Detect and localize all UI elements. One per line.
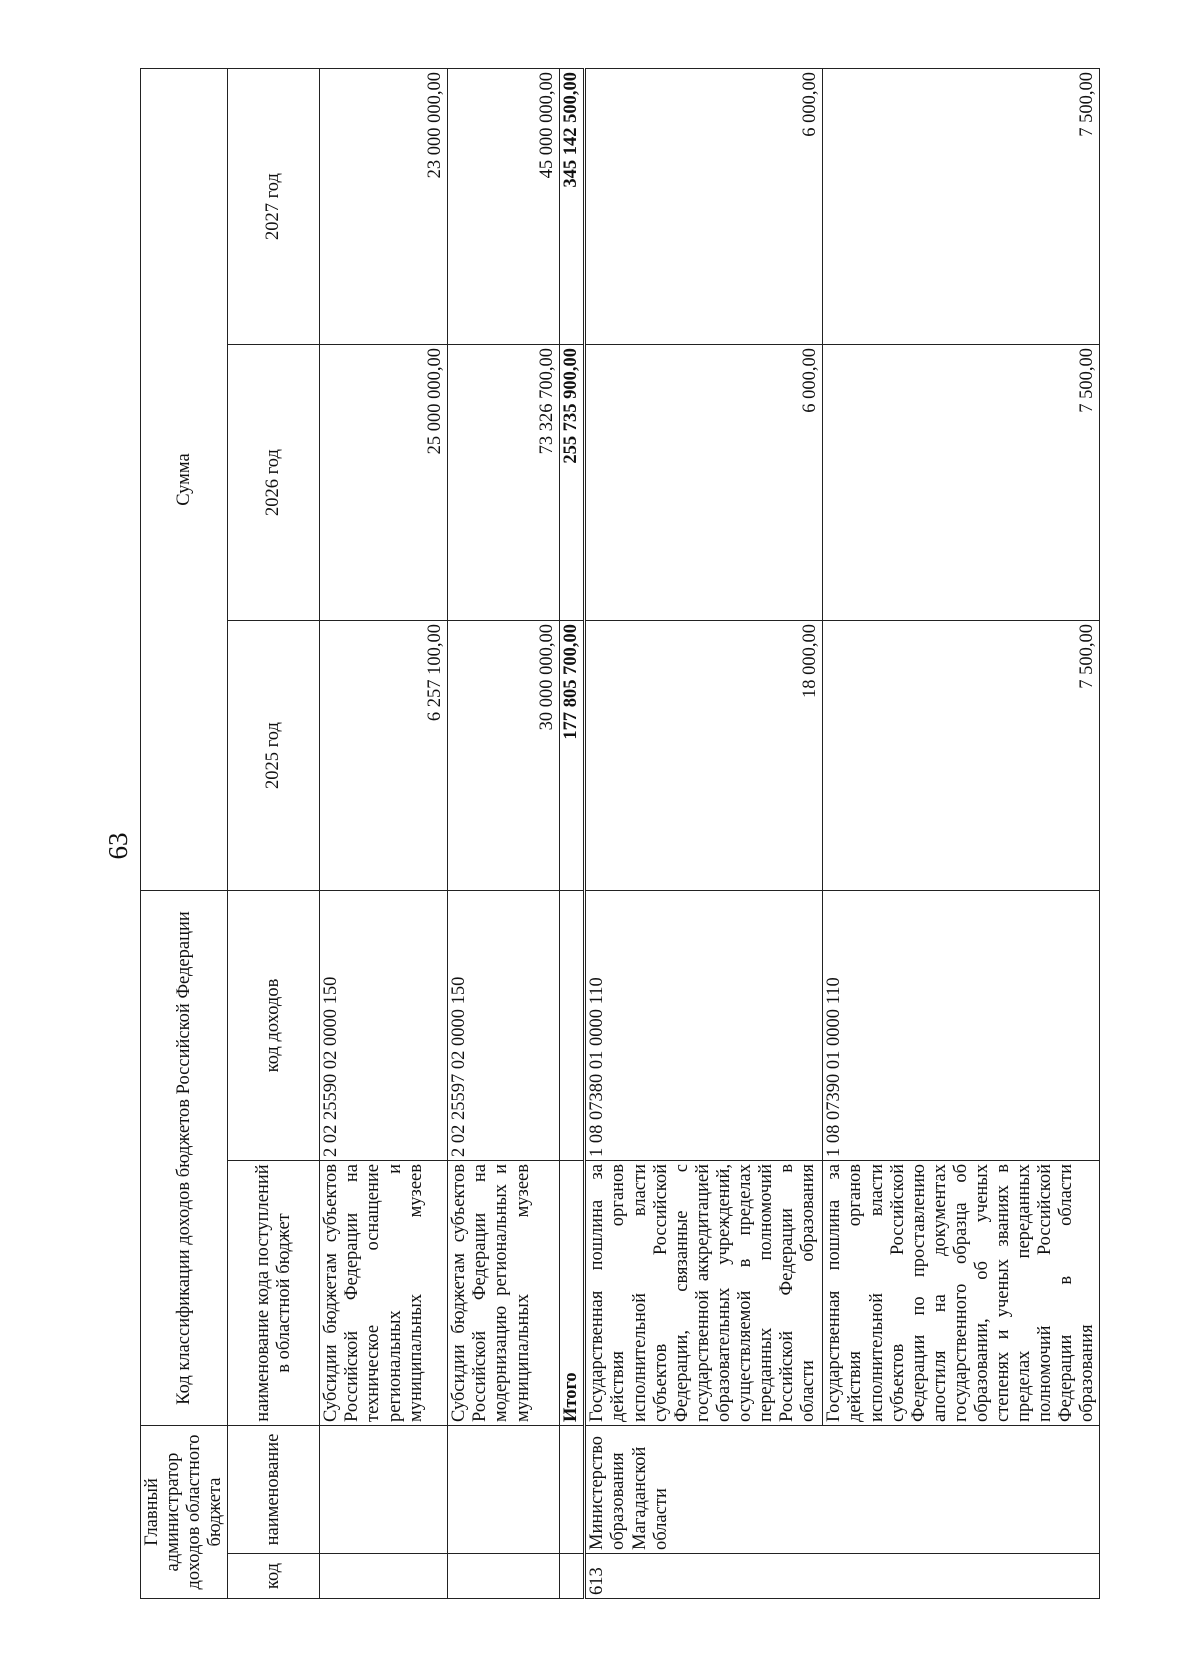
admin-code-cell bbox=[560, 1554, 585, 1599]
total-2025: 177 805 700,00 bbox=[560, 621, 585, 891]
amount-2025-cell: 6 257 100,00 bbox=[320, 621, 448, 891]
table-row bbox=[585, 69, 823, 1599]
header-year-2026: 2026 год bbox=[228, 345, 320, 621]
admin-name-cell bbox=[320, 1426, 448, 1554]
amount-2027-cell: 7 500,00 bbox=[823, 69, 1100, 345]
page-number: 63 bbox=[103, 832, 133, 860]
revenue-code-cell: 1 08 07390 01 0000 110 bbox=[823, 891, 1100, 1161]
revenue-code-cell: 2 02 25597 02 0000 150 bbox=[448, 891, 560, 1161]
amount-2025-cell: 7 500,00 bbox=[823, 621, 1100, 891]
revenue-name-cell: Государственная пошлина за действия органов исполнительной власти субъектов Российской Федерации по проставлению апостиля на документах государственного образца об образовании, об ученых степенях и ученых званиях в пределах переданных полномочий Российской Федерации в области образования bbox=[823, 1161, 1100, 1426]
admin-code-cell bbox=[448, 1554, 560, 1599]
amount-2025-cell: 18 000,00 bbox=[585, 621, 823, 891]
header-class-name: наименование кода поступлений в областной бюджет bbox=[228, 1161, 320, 1426]
header-year-2025: 2025 год bbox=[228, 621, 320, 891]
table-row bbox=[823, 69, 1100, 1599]
header-class-group: Код классификации доходов бюджетов Российской Федерации bbox=[141, 891, 228, 1426]
admin-name-cell bbox=[448, 1426, 560, 1554]
amount-2027-cell: 23 000 000,00 bbox=[320, 69, 448, 345]
header-class-code: код доходов bbox=[228, 891, 320, 1161]
header-admin-name: наименование bbox=[228, 1426, 320, 1554]
total-2027: 345 142 500,00 bbox=[560, 69, 585, 345]
revenue-table bbox=[140, 68, 1100, 1599]
revenue-name-cell: Субсидии бюджетам субъектов Российской Федерации на техническое оснащение региональных и муниципальных музеев bbox=[320, 1161, 448, 1426]
revenue-code-cell: 2 02 25590 02 0000 150 bbox=[320, 891, 448, 1161]
admin-code-cell bbox=[320, 1554, 448, 1599]
total-2026: 255 735 900,00 bbox=[560, 345, 585, 621]
amount-2025-cell: 30 000 000,00 bbox=[448, 621, 560, 891]
admin-name-cell bbox=[560, 1426, 585, 1554]
rotated-table-container bbox=[140, 69, 1098, 1599]
revenue-name-cell: Государственная пошлина за действия органов исполнительной власти субъектов Российской Федерации, связанные с государственной аккредитацией образовательных учреждений, осуществляемой в пределах переданных полномочий Российской Федерации в области образования bbox=[585, 1161, 823, 1426]
revenue-code-cell bbox=[560, 891, 585, 1161]
revenue-code-cell: 1 08 07380 01 0000 110 bbox=[585, 891, 823, 1161]
ministry-name-cell: Министерство образования Магаданской области bbox=[585, 1426, 1100, 1554]
header-admin-group: Главный администратор доходов областного бюджета bbox=[141, 1426, 228, 1599]
amount-2027-cell: 6 000,00 bbox=[585, 69, 823, 345]
total-row bbox=[560, 69, 585, 1599]
amount-2026-cell: 7 500,00 bbox=[823, 345, 1100, 621]
table-row bbox=[448, 69, 560, 1599]
total-label: Итого bbox=[560, 1161, 585, 1426]
amount-2026-cell: 25 000 000,00 bbox=[320, 345, 448, 621]
ministry-code-cell: 613 bbox=[585, 1554, 1100, 1599]
revenue-name-cell: Субсидии бюджетам субъектов Российской Федерации на модернизацию региональных и муниципальных музеев bbox=[448, 1161, 560, 1426]
header-admin-code: код bbox=[228, 1554, 320, 1599]
header-sum-group: Сумма bbox=[141, 69, 228, 891]
amount-2027-cell: 45 000 000,00 bbox=[448, 69, 560, 345]
header-year-2027: 2027 год bbox=[228, 69, 320, 345]
amount-2026-cell: 6 000,00 bbox=[585, 345, 823, 621]
amount-2026-cell: 73 326 700,00 bbox=[448, 345, 560, 621]
table-row bbox=[320, 69, 448, 1599]
